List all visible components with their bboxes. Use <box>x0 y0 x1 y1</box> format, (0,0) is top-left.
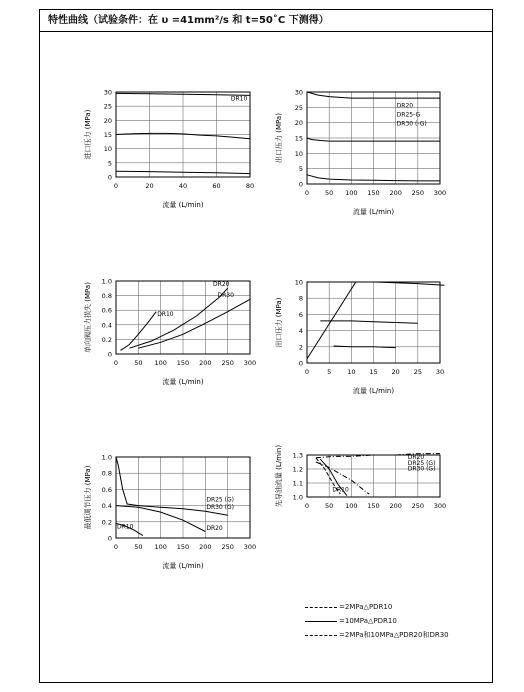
y-tick-label: 0 <box>107 534 112 543</box>
x-tick-label: 100 <box>154 543 167 551</box>
chart <box>83 89 254 210</box>
x-tick-label: 100 <box>345 189 358 197</box>
y-axis-label: 出口压力 (MPa) <box>275 113 283 163</box>
y-tick-label: 1.1 <box>292 479 303 488</box>
y-tick-label: 1.3 <box>292 451 303 460</box>
series-line <box>138 299 250 348</box>
x-tick-label: 50 <box>134 359 143 367</box>
y-tick-label: 0 <box>107 350 112 359</box>
x-tick-label: 5 <box>327 368 332 376</box>
x-axis-label: 流量 (L/min) <box>162 378 204 386</box>
x-tick-label: 250 <box>411 189 425 197</box>
legend-item <box>305 600 495 614</box>
chart <box>274 279 444 396</box>
y-axis-label: 进口压力 (MPa) <box>84 109 92 160</box>
x-tick-label: 150 <box>176 543 190 551</box>
x-tick-label: 300 <box>433 502 447 510</box>
series-annotation: DR30 <box>217 292 234 300</box>
y-tick-label: 20 <box>294 119 303 128</box>
y-axis-label: 最低调节压力 (MPa) <box>84 465 92 530</box>
x-tick-label: 0 <box>304 368 310 376</box>
y-tick-label: 1.2 <box>292 465 303 474</box>
series-annotation: DR30 (G) <box>407 465 436 473</box>
x-tick-label: 200 <box>199 359 212 367</box>
y-tick-label: 1.0 <box>101 453 112 462</box>
x-tick-label: 30 <box>435 368 445 376</box>
legend-label: =10MPa△PDR10 <box>339 617 397 625</box>
y-tick-label: 30 <box>103 88 112 97</box>
y-tick-label: 25 <box>294 103 303 112</box>
x-tick-label: 300 <box>243 359 257 367</box>
x-tick-label: 150 <box>176 359 190 367</box>
x-tick-label: 50 <box>325 502 334 510</box>
y-tick-label: 0.2 <box>101 335 112 344</box>
x-tick-label: 150 <box>367 189 380 197</box>
series-annotation: DR10 <box>117 523 134 531</box>
y-axis-label: 单向阀压力损失 (MPa) <box>84 282 92 353</box>
x-tick-label: 300 <box>243 543 257 551</box>
page-title: 特性曲线（试验条件：在 υ =41mm²/s 和 t=50˚C 下测得） <box>40 10 492 32</box>
legend-item <box>305 614 495 628</box>
y-tick-label: 0.4 <box>101 321 112 330</box>
y-tick-label: 0 <box>107 173 112 182</box>
x-tick-label: 0 <box>304 189 310 197</box>
legend-dashdot-swatch <box>305 635 337 636</box>
y-tick-label: 1.0 <box>101 277 112 286</box>
y-tick-label: 0 <box>298 359 303 368</box>
x-tick-label: 80 <box>245 182 255 190</box>
x-tick-label: 200 <box>199 543 212 551</box>
y-tick-label: 15 <box>103 131 112 139</box>
series-annotation: DR25-G <box>396 111 421 119</box>
y-tick-label: 0.6 <box>101 485 112 494</box>
x-tick-label: 0 <box>113 182 119 190</box>
legend <box>305 600 495 642</box>
chart <box>83 278 256 387</box>
legend-solid-swatch <box>305 621 337 622</box>
x-tick-label: 100 <box>345 502 358 510</box>
chart <box>83 454 256 571</box>
series-annotation: DR30 (-G) <box>396 120 427 128</box>
y-tick-label: 0.8 <box>101 292 112 301</box>
x-axis-label: 流量 (L/min) <box>162 562 204 570</box>
chart <box>274 89 446 217</box>
y-tick-label: 10 <box>294 278 303 287</box>
y-tick-label: 30 <box>294 88 303 97</box>
y-tick-label: 2 <box>298 343 303 352</box>
y-tick-label: 15 <box>294 134 303 143</box>
y-tick-label: 20 <box>103 116 112 125</box>
series-annotation: DR20 <box>396 102 414 110</box>
x-tick-label: 0 <box>113 543 119 551</box>
series-line <box>334 346 396 348</box>
legend-item <box>305 628 495 642</box>
x-tick-label: 250 <box>221 543 234 551</box>
x-tick-label: 250 <box>411 502 425 510</box>
x-tick-label: 50 <box>325 189 334 197</box>
x-tick-label: 300 <box>433 189 447 197</box>
x-tick-label: 0 <box>304 502 310 510</box>
y-axis-label: 先导油流量 (L/min) <box>275 444 283 508</box>
series-annotation: DR10 <box>157 311 174 319</box>
x-tick-label: 200 <box>389 189 402 197</box>
x-axis-label: 流量 (L/min) <box>352 387 395 395</box>
x-tick-label: 60 <box>212 182 221 190</box>
series-annotation: DR10 <box>230 95 248 103</box>
y-tick-label: 8 <box>298 294 303 303</box>
legend-label: =2MPa△PDR10 <box>339 603 393 611</box>
series-annotation: DR20 <box>407 454 425 462</box>
x-tick-label: 25 <box>413 368 422 376</box>
series-annotation: DR25 (G) <box>206 496 235 504</box>
x-tick-label: 20 <box>391 368 400 376</box>
x-tick-label: 10 <box>347 368 356 376</box>
y-tick-label: 0.8 <box>101 469 112 478</box>
y-tick-label: 5 <box>107 159 112 168</box>
x-axis-label: 流量 (L/min) <box>352 208 395 216</box>
x-tick-label: 250 <box>221 359 234 367</box>
y-tick-label: 5 <box>298 165 303 174</box>
x-tick-label: 0 <box>113 359 119 367</box>
x-tick-label: 150 <box>367 502 380 510</box>
y-tick-label: 0.4 <box>101 502 112 511</box>
series-annotation: DR10 <box>332 486 349 494</box>
y-tick-label: 4 <box>298 327 303 336</box>
y-tick-label: 0 <box>298 180 303 189</box>
legend-dashed-swatch <box>305 607 337 608</box>
y-tick-label: 1.0 <box>292 493 303 502</box>
y-axis-label: 出口压力 (MPa) <box>275 297 283 348</box>
y-tick-label: 10 <box>294 149 303 158</box>
x-tick-label: 40 <box>178 182 188 190</box>
y-tick-label: 0.2 <box>101 518 112 527</box>
y-tick-label: 10 <box>103 145 112 154</box>
series-annotation: DR30 (G) <box>206 503 235 511</box>
series-line <box>320 321 418 323</box>
y-tick-label: 25 <box>103 102 112 111</box>
x-tick-label: 200 <box>389 502 402 510</box>
x-tick-label: 20 <box>145 182 154 190</box>
x-axis-label: 流量 (L/min) <box>162 201 204 209</box>
legend-label: =2MPa和10MPa△PDR20和DR30 <box>339 631 449 639</box>
x-tick-label: 15 <box>369 368 378 376</box>
x-tick-label: 50 <box>134 543 143 551</box>
y-tick-label: 6 <box>298 310 303 319</box>
series-annotation: DR20 <box>206 524 223 532</box>
series-annotation: DR25 (G) <box>407 459 436 467</box>
x-tick-label: 100 <box>154 359 167 367</box>
y-tick-label: 0.6 <box>101 306 112 315</box>
chart <box>274 445 446 510</box>
series-annotation: DR20 <box>213 281 230 289</box>
